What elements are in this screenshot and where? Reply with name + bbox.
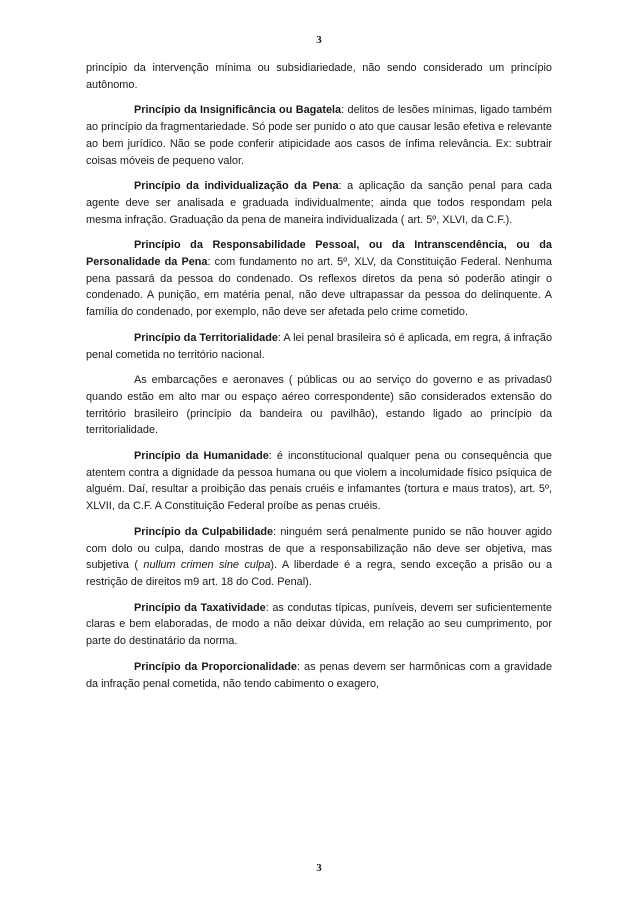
document-body [86,60,552,701]
paragraph-text: : com fundamento no art. 5º, XLV, da Constituição Federal. Nenhuma pena passará da pessoa do condenado. Os reflexos diretos da pena só poderão atingir o condenado. A punição, em matéria penal, não deve ultrapassar da pessoa do delinquente. A família do condenado, por exemplo, não deve ser afetada pelo crime cometido. [86,256,552,319]
principle-heading: Princípio da Culpabilidade [134,525,274,538]
principle-heading: Princípio da Territorialidade [134,331,278,344]
principle-heading: Princípio da Humanidade [134,450,269,463]
paragraph-humanidade [86,448,552,515]
paragraph-text: : é inconstitucional qualquer pena ou consequência que atentem contra a dignidade da pessoa humana ou que violem a incolumidade físico psíquica de alguém. Daí, resultar a proibição das penais cruéis e infamantes (tortura e maus tratos), art. 5º, XLVII, da C.F. A Constituição Federal proíbe as penas cruéis. [86,450,552,513]
principle-heading: Princípio da individualização da Pena [134,180,339,193]
paragraph-embarcacoes: As embarcações e aeronaves ( públicas ou ao serviço do governo e as privadas0 quando estão em alto mar ou espaço aéreo correspondente) são considerados extensão do território brasileiro (princípio da bandeira ou pavilhão), estando ligado ao princípio da territorialidade. [86,374,552,437]
principle-heading: Princípio da Responsabilidade Pessoal, ou da Intranscendência, ou da Personalidade da Pena [86,239,552,269]
paragraph-taxatividade [86,600,552,650]
principle-heading: Princípio da Taxatividade [134,601,266,614]
paragraph-text: : delitos de lesões mínimas, ligado também ao princípio da fragmentariedade. Só pode ser punido o ato que causar lesão efetiva e relevante ao bem jurídico. Não se pode conferir atipicidade aos casos de ínfima relevância. Ex: subtrair coisas móveis de pequeno valor. [86,104,552,167]
latin-phrase: nullum crimen sine culpa [143,559,271,572]
paragraph-text: : ninguém será penalmente punido se não houver agido com dolo ou culpa, dando mostras de que a responsabilização não deve ser objetiva, mas subjetiva ( [86,525,552,572]
paragraph-text: : as condutas típicas, puníveis, devem ser suficientemente claras e bem elaboradas, de modo a não deixar dúvida, em relação ao seu cumprimento, por parte do destinatário da norma. [86,601,552,648]
page-number-bottom: 3 [316,862,322,874]
paragraph-text: ). A liberdade é a regra, sendo exceção a prisão ou a restrição de direitos m9 art. 18 do Cod. Penal). [86,559,553,588]
paragraph-individualizacao [86,178,552,228]
principle-heading: Princípio da Insignificância ou Bagatela [134,104,342,117]
paragraph-insignificancia [86,102,552,169]
page-number-top: 3 [316,34,322,46]
paragraph-text: : a aplicação da sanção penal para cada agente deve ser analisada e graduada individualmente; ainda que todos respondam pela mesma infração. Graduação da pena de maneira individualizada ( art. 5º, XLVI, da C.F.). [86,180,552,226]
paragraph-text: : as penas devem ser harmônicas com a gravidade da infração penal cometida, não tendo cabimento o exagero, [86,660,553,690]
principle-heading: Princípio da Proporcionalidade [134,660,297,673]
paragraph-responsabilidade-pessoal [86,237,552,321]
paragraph-territorialidade [86,330,552,363]
paragraph-intervencao: princípio da intervenção mínima ou subsidiariedade, não sendo considerado um princípio autônomo. [86,62,552,91]
paragraph-proporcionalidade [86,659,552,692]
paragraph-culpabilidade [86,524,552,591]
paragraph-text: : A lei penal brasileira só é aplicada, em regra, á infração penal cometida no território nacional. [86,331,553,361]
